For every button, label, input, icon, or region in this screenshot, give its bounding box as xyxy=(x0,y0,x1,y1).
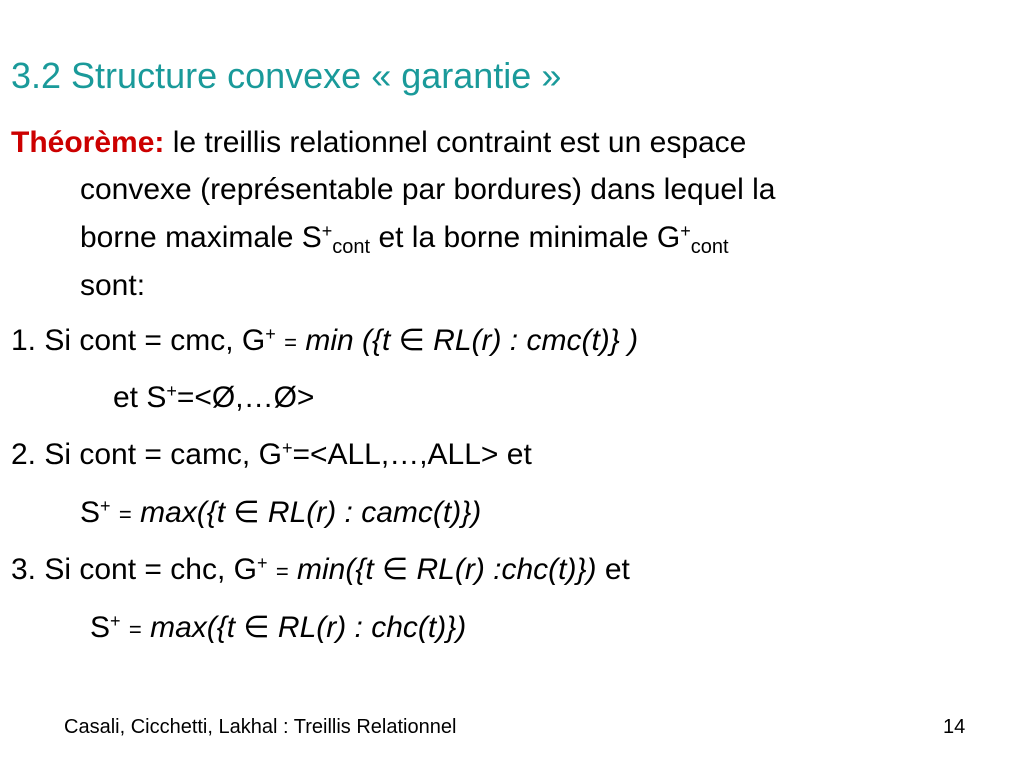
equals-sign: = xyxy=(275,559,289,584)
theorem-line-4: sont: xyxy=(80,269,146,302)
equals-sign: = xyxy=(128,617,142,642)
theorem-text-1: le treillis relationnel contraint est un espace xyxy=(172,126,747,159)
equals-sign: = xyxy=(118,502,132,527)
item-1-continuation xyxy=(113,380,314,416)
footer-authors: Casali, Cicchetti, Lakhal : Treillis Relationnel xyxy=(64,716,457,738)
item-3-tail: et xyxy=(604,553,630,586)
slide-title: 3.2 Structure convexe « garantie » xyxy=(11,55,562,96)
sup-plus: + xyxy=(110,611,121,631)
theorem-text-3a: borne maximale S xyxy=(80,221,322,254)
item-3-cont-a: S xyxy=(90,611,111,644)
item-1-cont-a: et S xyxy=(113,381,167,414)
equals-sign: = xyxy=(284,330,297,355)
item-2-rest: =<ALL,…,ALL> et xyxy=(292,438,532,471)
sup-plus: + xyxy=(321,221,333,241)
sup-plus: + xyxy=(166,381,177,401)
theorem-line-3 xyxy=(80,220,729,256)
theorem-line-2: convexe (représentable par bordures) dans lequel la xyxy=(80,173,776,206)
item-3-formula-2: max({t ∈ RL(r) : chc(t)}) xyxy=(150,611,467,644)
item-3-line xyxy=(11,552,630,590)
theorem-text-3b: et la borne minimale G xyxy=(378,221,681,254)
page-number: 14 xyxy=(943,716,966,738)
item-2-text: 2. Si cont = camc, G xyxy=(11,438,282,471)
sup-plus: + xyxy=(100,496,111,516)
sup-plus: + xyxy=(680,221,691,241)
item-2-cont-a: S xyxy=(80,496,101,529)
item-2-continuation xyxy=(80,495,481,533)
theorem-line-1 xyxy=(11,125,746,161)
sup-plus: + xyxy=(265,324,276,344)
item-1-text: 1. Si cont = cmc, G xyxy=(11,324,266,357)
item-2-line xyxy=(11,437,532,473)
sub-cont: cont xyxy=(332,236,371,258)
item-1-line xyxy=(11,323,638,361)
item-1-formula: min ({t ∈ RL(r) : cmc(t)} ) xyxy=(305,324,639,357)
item-3-text: 3. Si cont = chc, G xyxy=(11,553,257,586)
sup-plus: + xyxy=(281,438,293,458)
item-3-continuation xyxy=(90,610,466,648)
item-1-cont-b: =<Ø,…Ø> xyxy=(176,381,315,414)
item-3-formula: min({t ∈ RL(r) :chc(t)}) xyxy=(297,553,597,586)
item-2-formula: max({t ∈ RL(r) : camc(t)}) xyxy=(140,496,482,529)
sub-cont: cont xyxy=(690,236,729,258)
theorem-label: Théorème: xyxy=(11,126,165,159)
sup-plus: + xyxy=(256,553,268,573)
